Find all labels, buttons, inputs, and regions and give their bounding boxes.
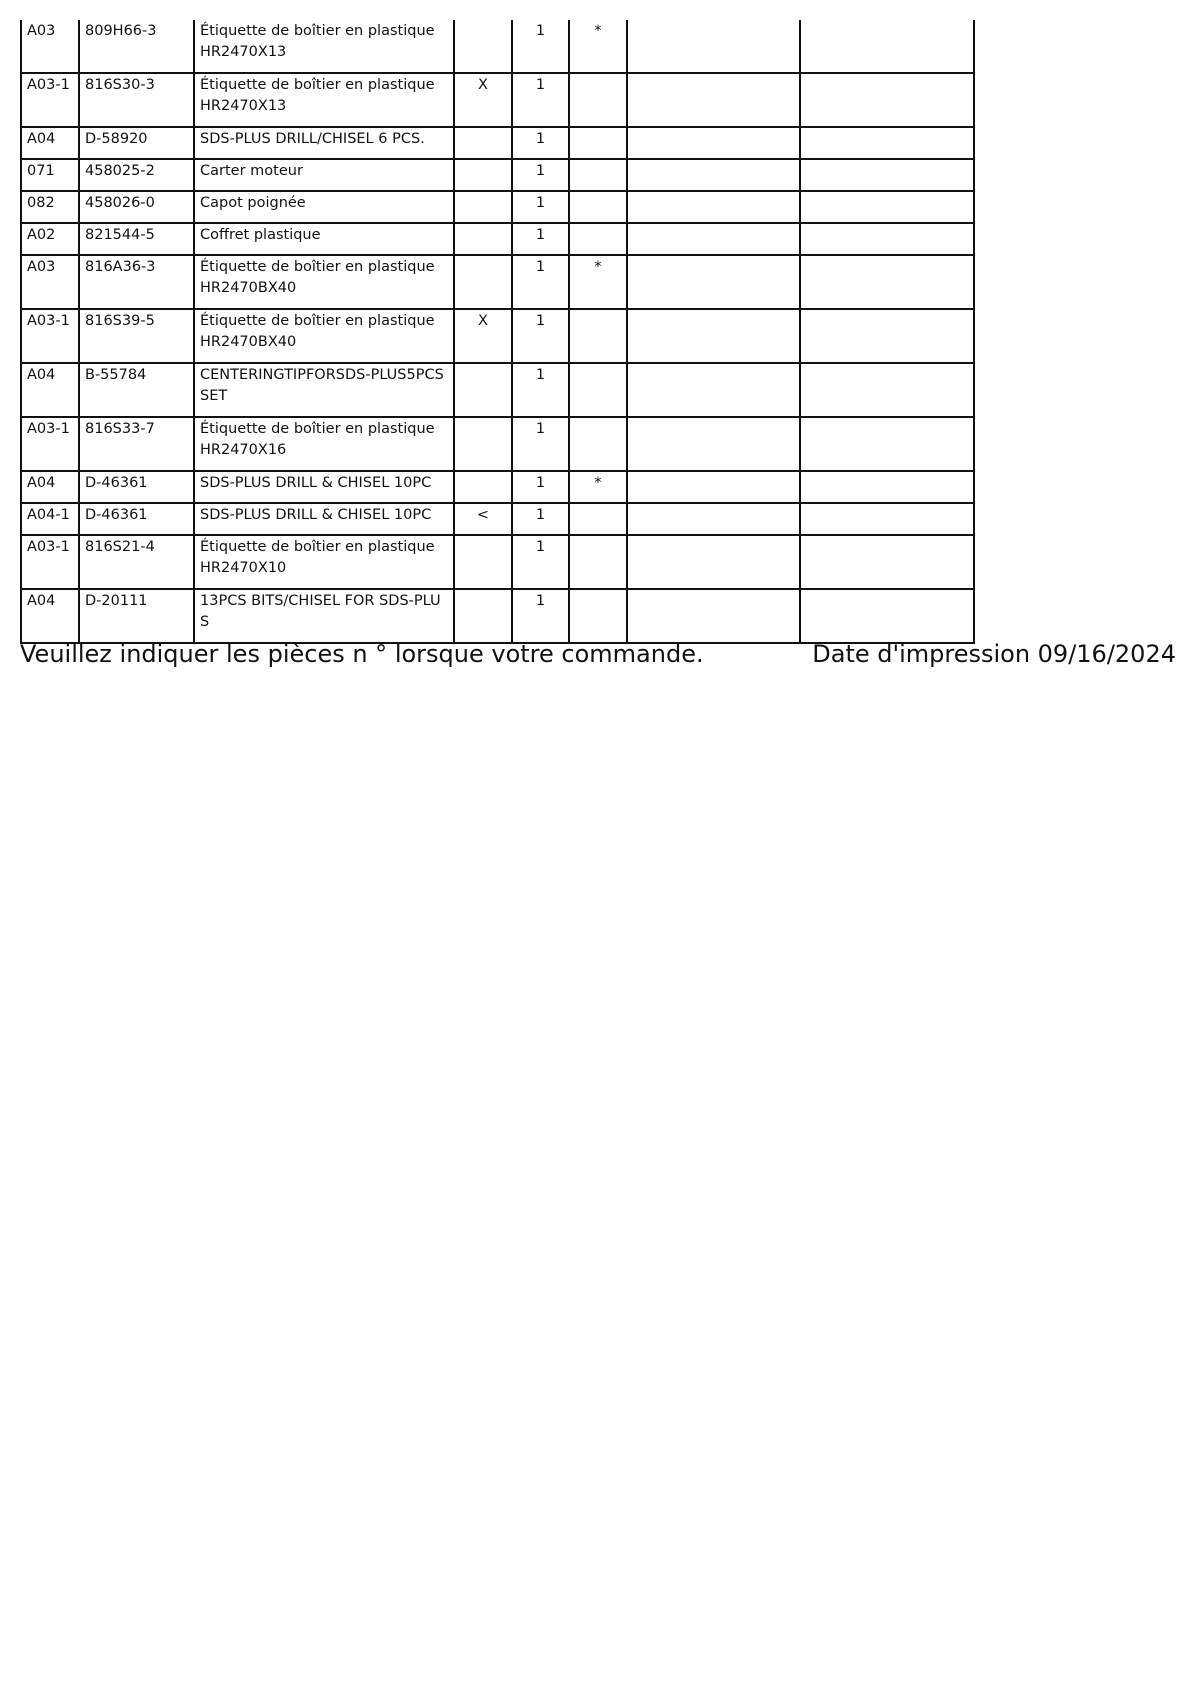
flag-cell <box>454 471 512 503</box>
quantity-cell: 1 <box>512 255 569 309</box>
quantity-cell: 1 <box>512 471 569 503</box>
table-row <box>21 309 974 363</box>
extra-cell-1 <box>627 535 800 589</box>
print-date: Date d'impression 09/16/2024 <box>812 640 1176 668</box>
extra-cell-1 <box>627 191 800 223</box>
quantity-cell: 1 <box>512 223 569 255</box>
ref-cell: 082 <box>21 191 79 223</box>
note-cell <box>569 309 627 363</box>
table-row <box>21 589 974 643</box>
quantity-cell: 1 <box>512 503 569 535</box>
ref-cell: A02 <box>21 223 79 255</box>
flag-cell <box>454 417 512 471</box>
table-row <box>21 503 974 535</box>
ref-cell: A04 <box>21 127 79 159</box>
flag-cell <box>454 191 512 223</box>
table-row <box>21 535 974 589</box>
table-row <box>21 255 974 309</box>
flag-cell <box>454 589 512 643</box>
extra-cell-2 <box>800 191 974 223</box>
ref-cell: A03 <box>21 255 79 309</box>
quantity-cell: 1 <box>512 73 569 127</box>
flag-cell <box>454 127 512 159</box>
note-cell <box>569 589 627 643</box>
part-number-cell: D-20111 <box>79 589 194 643</box>
extra-cell-1 <box>627 255 800 309</box>
note-cell <box>569 73 627 127</box>
part-number-cell: 816A36-3 <box>79 255 194 309</box>
note-cell <box>569 363 627 417</box>
part-number-cell: 458026-0 <box>79 191 194 223</box>
ref-cell: A04-1 <box>21 503 79 535</box>
part-number-cell: 816S30-3 <box>79 73 194 127</box>
description-cell: Étiquette de boîtier en plastique HR2470BX40 <box>194 255 454 309</box>
note-cell <box>569 417 627 471</box>
note-cell <box>569 191 627 223</box>
part-number-cell: D-46361 <box>79 503 194 535</box>
ref-cell: A04 <box>21 471 79 503</box>
order-instruction: Veuillez indiquer les pièces n ° lorsque votre commande. <box>20 640 704 668</box>
description-cell: Étiquette de boîtier en plastique HR2470X13 <box>194 20 454 73</box>
flag-cell <box>454 535 512 589</box>
quantity-cell: 1 <box>512 191 569 223</box>
table-row <box>21 73 974 127</box>
part-number-cell: 458025-2 <box>79 159 194 191</box>
extra-cell-2 <box>800 127 974 159</box>
quantity-cell: 1 <box>512 309 569 363</box>
ref-cell: A03-1 <box>21 309 79 363</box>
ref-cell: A04 <box>21 363 79 417</box>
description-cell: Carter moteur <box>194 159 454 191</box>
flag-cell <box>454 159 512 191</box>
flag-cell: < <box>454 503 512 535</box>
description-cell: SDS-PLUS DRILL & CHISEL 10PC <box>194 503 454 535</box>
table-row <box>21 471 974 503</box>
flag-cell <box>454 223 512 255</box>
note-cell <box>569 535 627 589</box>
part-number-cell: D-58920 <box>79 127 194 159</box>
extra-cell-1 <box>627 223 800 255</box>
table-row <box>21 363 974 417</box>
note-cell: * <box>569 20 627 73</box>
extra-cell-2 <box>800 417 974 471</box>
flag-cell <box>454 363 512 417</box>
part-number-cell: 816S33-7 <box>79 417 194 471</box>
description-cell: SDS-PLUS DRILL & CHISEL 10PC <box>194 471 454 503</box>
flag-cell: X <box>454 309 512 363</box>
quantity-cell: 1 <box>512 589 569 643</box>
flag-cell <box>454 20 512 73</box>
part-number-cell: 816S21-4 <box>79 535 194 589</box>
extra-cell-2 <box>800 503 974 535</box>
table-row <box>21 191 974 223</box>
note-cell: * <box>569 255 627 309</box>
part-number-cell: 816S39-5 <box>79 309 194 363</box>
part-number-cell: 809H66-3 <box>79 20 194 73</box>
quantity-cell: 1 <box>512 417 569 471</box>
extra-cell-1 <box>627 503 800 535</box>
table-row <box>21 20 974 73</box>
quantity-cell: 1 <box>512 127 569 159</box>
part-number-cell: D-46361 <box>79 471 194 503</box>
part-number-cell: 821544-5 <box>79 223 194 255</box>
description-cell: Étiquette de boîtier en plastique HR2470X13 <box>194 73 454 127</box>
ref-cell: A04 <box>21 589 79 643</box>
extra-cell-1 <box>627 73 800 127</box>
note-cell <box>569 159 627 191</box>
table-row <box>21 127 974 159</box>
flag-cell: X <box>454 73 512 127</box>
extra-cell-2 <box>800 363 974 417</box>
extra-cell-2 <box>800 159 974 191</box>
note-cell <box>569 503 627 535</box>
description-cell: Capot poignée <box>194 191 454 223</box>
description-cell: CENTERINGTIPFORSDS-PLUS5PCSSET <box>194 363 454 417</box>
ref-cell: A03-1 <box>21 73 79 127</box>
table-row <box>21 159 974 191</box>
description-cell: Étiquette de boîtier en plastique HR2470X10 <box>194 535 454 589</box>
extra-cell-1 <box>627 309 800 363</box>
table-row <box>21 417 974 471</box>
note-cell <box>569 223 627 255</box>
extra-cell-2 <box>800 589 974 643</box>
extra-cell-1 <box>627 363 800 417</box>
flag-cell <box>454 255 512 309</box>
extra-cell-2 <box>800 309 974 363</box>
description-cell: 13PCS BITS/CHISEL FOR SDS-PLUS <box>194 589 454 643</box>
extra-cell-1 <box>627 20 800 73</box>
quantity-cell: 1 <box>512 20 569 73</box>
ref-cell: A03 <box>21 20 79 73</box>
extra-cell-2 <box>800 255 974 309</box>
extra-cell-2 <box>800 535 974 589</box>
ref-cell: A03-1 <box>21 535 79 589</box>
extra-cell-1 <box>627 471 800 503</box>
extra-cell-2 <box>800 471 974 503</box>
table-row <box>21 223 974 255</box>
extra-cell-1 <box>627 417 800 471</box>
extra-cell-2 <box>800 20 974 73</box>
description-cell: Étiquette de boîtier en plastique HR2470BX40 <box>194 309 454 363</box>
quantity-cell: 1 <box>512 535 569 589</box>
ref-cell: A03-1 <box>21 417 79 471</box>
extra-cell-1 <box>627 159 800 191</box>
extra-cell-1 <box>627 127 800 159</box>
quantity-cell: 1 <box>512 363 569 417</box>
note-cell <box>569 127 627 159</box>
description-cell: Coffret plastique <box>194 223 454 255</box>
description-cell: SDS-PLUS DRILL/CHISEL 6 PCS. <box>194 127 454 159</box>
extra-cell-2 <box>800 223 974 255</box>
part-number-cell: B-55784 <box>79 363 194 417</box>
description-cell: Étiquette de boîtier en plastique HR2470X16 <box>194 417 454 471</box>
note-cell: * <box>569 471 627 503</box>
parts-table-body <box>21 20 974 643</box>
quantity-cell: 1 <box>512 159 569 191</box>
extra-cell-2 <box>800 73 974 127</box>
extra-cell-1 <box>627 589 800 643</box>
parts-table <box>20 20 975 644</box>
ref-cell: 071 <box>21 159 79 191</box>
